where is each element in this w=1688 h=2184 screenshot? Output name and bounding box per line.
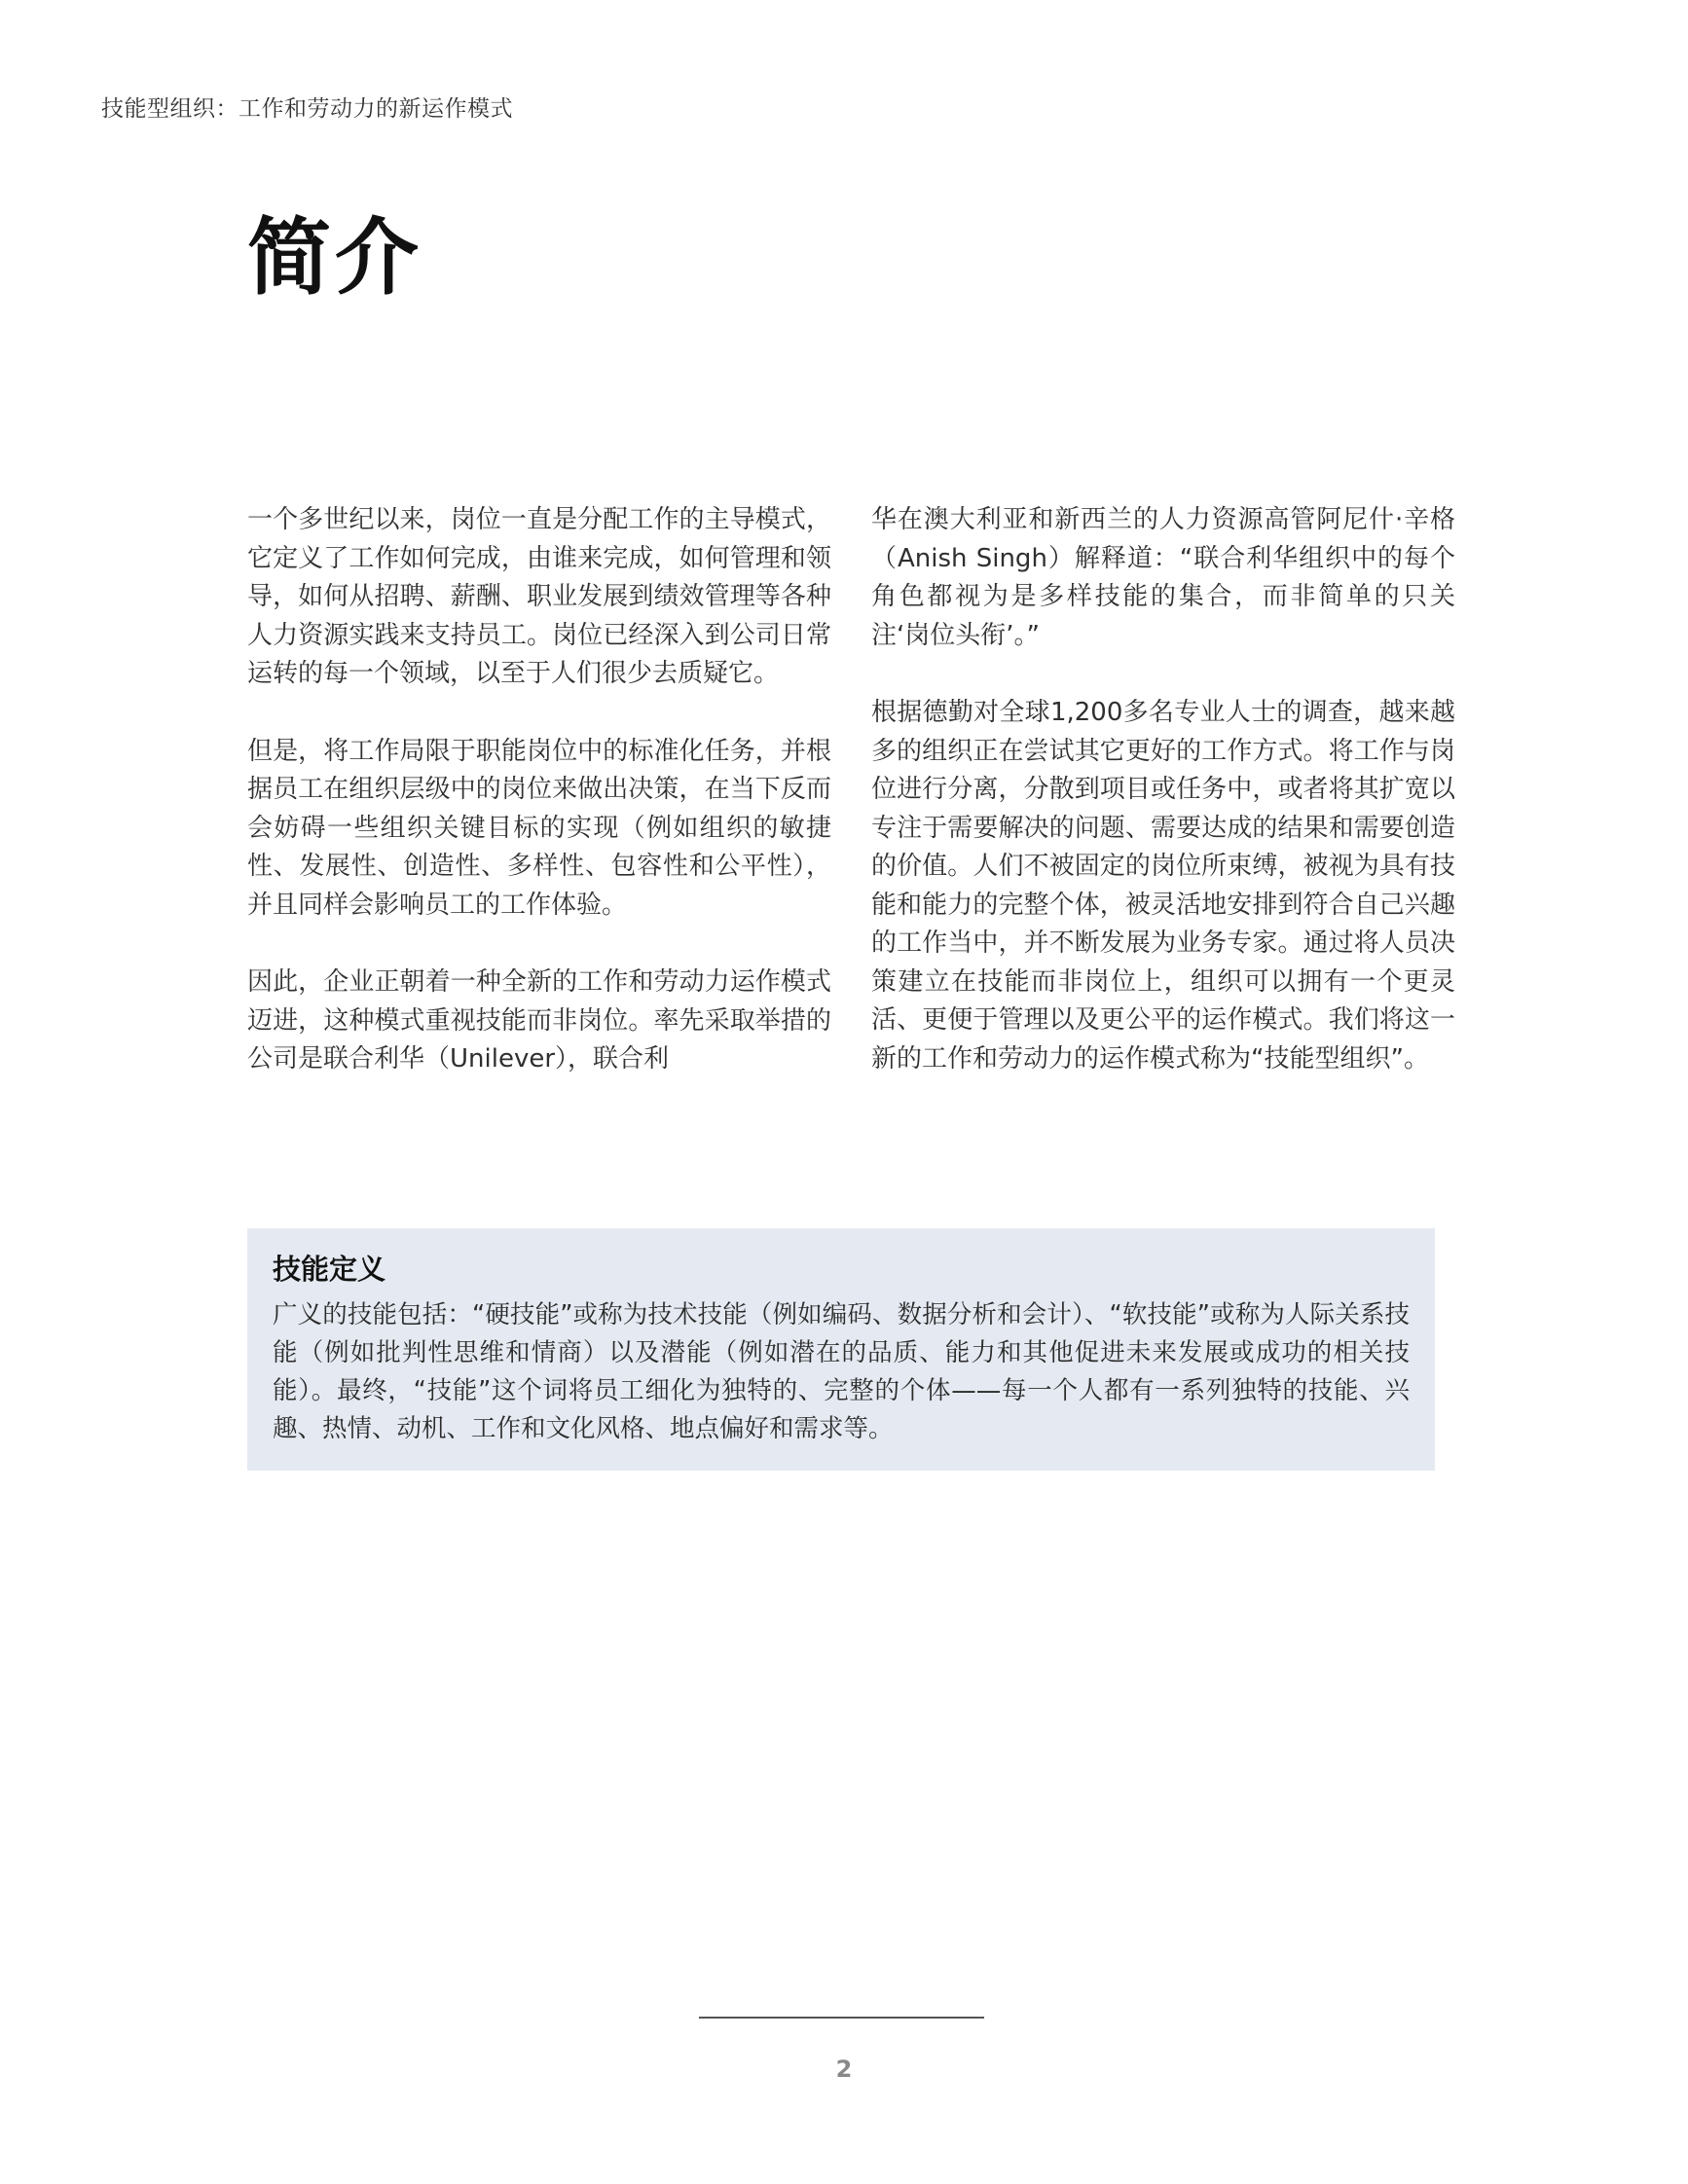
callout-title: 技能定义 [273,1253,386,1286]
page-title: 简介 [247,209,422,307]
body-column-right [871,501,1455,1117]
skills-definition-callout [247,1228,1435,1471]
paragraph: 根据德勤对全球1,200多名专业人士的调查，越来越多的组织正在尝试其它更好的工作方式。将工作与岗位进行分离，分散到项目或任务中，或者将其扩宽以专注于需要解决的问题、需要达成的结果和需要创造的价值。人们不被固定的岗位所束缚，被视为具有技能和能力的完整个体，被灵活地安排到符合自己兴趣的工作当中，并不断发展为业务专家。通过将人员决策建立在技能而非岗位上，组织可以拥有一个更灵活、更便于管理以及更公平的运作模式。我们将这一新的工作和劳动力的运作模式称为“技能型组织”。 [871,698,1455,1074]
body-column-left [247,501,831,1118]
paragraph: 但是，将工作局限于职能岗位中的标准化任务，并根据员工在组织层级中的岗位来做出决策，在当下反而会妨碍一些组织关键目标的实现（例如组织的敏捷性、发展性、创造性、多样性、包容性和公平性），并且同样会影响员工的工作体验。 [247,736,831,920]
paragraph: 因此，企业正朝着一种全新的工作和劳动力运作模式迈进，这种模式重视技能而非岗位。率先采取举措的公司是联合利华（Unilever），联合利 [247,967,831,1074]
paragraph: 一个多世纪以来，岗位一直是分配工作的主导模式，它定义了工作如何完成，由谁来完成，如何管理和领导，如何从招聘、薪酬、职业发展到绩效管理等各种人力资源实践来支持员工。岗位已经深入到公司日常运转的每一个领域，以至于人们很少去质疑它。 [247,505,831,688]
running-header: 技能型组织：工作和劳动力的新运作模式 [101,96,513,122]
paragraph: 华在澳大利亚和新西兰的人力资源高管阿尼什·辛格（Anish Singh）解释道：“联合利华组织中的每个角色都视为是多样技能的集合，而非简单的只关注‘岗位头衔’。” [871,505,1455,650]
callout-text: 广义的技能包括：“硬技能”或称为技术技能（例如编码、数据分析和会计）、“软技能”或称为人际关系技能（例如批判性思维和情商）以及潜能（例如潜在的品质、能力和其他促进未来发展或成功的相关技能）。最终，“技能”这个词将员工细化为独特的、完整的个体——每一个人都有一系列独特的技能、兴趣、热情、动机、工作和文化风格、地点偏好和需求等。 [273,1300,1410,1443]
footer-divider [699,2017,984,2019]
page-number: 2 [835,2056,853,2083]
